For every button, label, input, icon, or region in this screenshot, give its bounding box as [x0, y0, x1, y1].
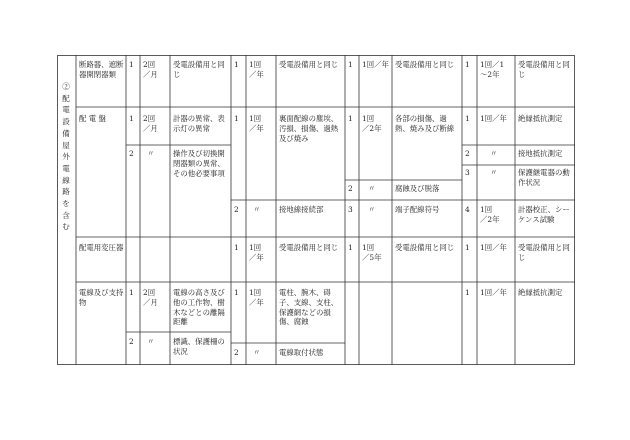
no-cell: 3 [465, 168, 470, 177]
freq-cell: 1回／年 [480, 243, 507, 252]
no-cell: 1 [348, 114, 353, 123]
content-cell: 絶縁抵抗測定 [518, 288, 563, 297]
freq-cell: 2回 ／月 [143, 114, 158, 133]
freq-cell: 1回／1 ～2年 [480, 60, 505, 79]
item-label: 配電用変圧器 [79, 243, 124, 252]
content-cell: 絶縁抵抗測定 [518, 114, 563, 123]
no-cell: 2 [348, 184, 353, 193]
content-cell: 裏面配線の塵埃、汚損、損傷、過熱及び焼み [279, 114, 339, 143]
freq-cell: 1回 ／年 [249, 243, 264, 262]
category-vertical-label: ②配電設備屋外電線路を含む [62, 82, 70, 232]
no-cell: 1 [465, 243, 470, 252]
no-cell: 1 [129, 60, 134, 69]
freq-cell: 1回／年 [362, 60, 389, 69]
freq-cell: 1回／年 [480, 114, 507, 123]
item-label: 電線及び支持物 [79, 288, 124, 307]
content-cell: 電柱、腕木、碍子、支線、支柱、保護網などの損傷、腐蝕 [279, 288, 339, 327]
content-cell: 計器の異常、表示灯の異常 [173, 114, 225, 133]
freq-cell: 〃 [253, 348, 261, 357]
freq-cell: 〃 [147, 149, 155, 158]
content-cell: 端子配線符号 [395, 205, 440, 214]
no-cell: 1 [234, 288, 239, 297]
no-cell: 1 [129, 114, 134, 123]
freq-cell: 2回 ／月 [143, 288, 158, 307]
content-cell: 電線取付状態 [279, 348, 324, 357]
content-cell: 受電設備用と同じ [518, 60, 570, 79]
content-cell: 接地線接続部 [279, 205, 324, 214]
no-cell: 1 [129, 288, 134, 297]
no-cell: 1 [465, 114, 470, 123]
no-cell: 2 [234, 205, 239, 214]
no-cell: 3 [348, 205, 353, 214]
no-cell: 1 [465, 60, 470, 69]
no-cell: 4 [465, 205, 470, 214]
freq-cell: 1回 ／5年 [362, 243, 382, 262]
freq-cell: 1回 ／年 [249, 60, 264, 79]
content-cell: 保護継電器の動作状況 [518, 168, 570, 187]
freq-cell: 1回 ／2年 [480, 205, 500, 224]
content-cell: 受電設備用と同じ [518, 243, 570, 262]
no-cell: 1 [348, 243, 353, 252]
no-cell: 1 [465, 288, 470, 297]
no-cell: 2 [129, 337, 134, 346]
content-cell: 受電設備用と同じ [279, 60, 339, 69]
content-cell: 電線の高さ及び他の工作物、樹木などとの離隔距離 [173, 288, 225, 327]
freq-cell: 〃 [253, 205, 261, 214]
content-cell: 各部の損傷、過熱、焼み及び断線 [395, 114, 455, 133]
no-cell: 2 [465, 149, 470, 158]
content-cell: 腐蝕及び脱落 [395, 184, 440, 193]
content-cell: 受電設備用と同じ [395, 243, 455, 252]
content-cell: 受電設備用と同じ [173, 60, 225, 79]
no-cell: 1 [234, 60, 239, 69]
freq-cell: 2回 ／月 [143, 60, 158, 79]
item-label: 断路器、遮断器開閉器類 [79, 60, 124, 79]
no-cell: 1 [234, 243, 239, 252]
item-label: 配 電 盤 [79, 114, 106, 123]
freq-cell: 〃 [490, 149, 498, 158]
freq-cell: 1回 ／年 [249, 288, 264, 307]
content-cell: 受電設備用と同じ [395, 60, 455, 69]
no-cell: 1 [234, 114, 239, 123]
content-cell: 接地抵抗測定 [518, 149, 563, 158]
freq-cell: 〃 [147, 337, 155, 346]
inspection-table [57, 55, 575, 365]
content-cell: 標識、保護柵の状況 [173, 337, 225, 356]
content-cell: 計器校正、シーケンス試験 [518, 205, 570, 224]
freq-cell: 1回／年 [480, 288, 507, 297]
content-cell: 受電設備用と同じ [279, 243, 339, 252]
no-cell: 1 [348, 60, 353, 69]
freq-cell: 〃 [368, 205, 376, 214]
no-cell: 2 [129, 149, 134, 158]
no-cell: 2 [234, 348, 239, 357]
freq-cell: 1回 ／2年 [362, 114, 382, 133]
content-cell: 操作及び切換開閉器類の異常、その他必要事項 [173, 149, 225, 178]
freq-cell: 1回 ／年 [249, 114, 264, 133]
freq-cell: 〃 [368, 184, 376, 193]
freq-cell: 〃 [490, 168, 498, 177]
